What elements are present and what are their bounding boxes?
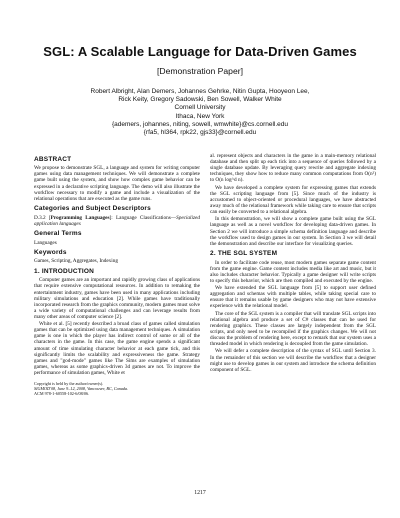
system-paragraph-4: We will defer a complete description of the syntax of SGL until Section 3. In the remainder of this section we will describe the workflow that a designer might use to develop games in our system and introduce the schema definition component of SGL. (210, 348, 376, 373)
sgl-system-heading: 2. THE SGL SYSTEM (210, 250, 278, 258)
copyright-line-3: ACM 978-1-60558-102-6/08/06. (34, 391, 90, 397)
authors-line-1: Robert Albright, Alan Demers, Johannes Gehrke, Nitin Gupta, Hooyeon Lee, (90, 88, 310, 95)
categories-heading: Categories and Subject Descriptors (34, 205, 151, 213)
authors-line-2: Rick Keity, Gregory Sadowski, Ben Sowell, Walker White (118, 96, 282, 104)
system-paragraph-1: In order to facilitate code reuse, most modern games separate game content from the game engine. Game content includes media like art and music, but it also includes character behavior. Typically a game designer will write scripts to specify this behavior, which are then compiled and executed by the engine. (210, 259, 376, 284)
location: Ithaca, New York (175, 112, 225, 120)
copyright-line-1: Copyright is held by the author/owner(s). (34, 381, 104, 387)
paper-subtitle: [Demonstration Paper] (157, 66, 243, 76)
categories-code: D.3.2 [ (34, 214, 51, 221)
intro-paragraph-1: Computer games are an important and rapidly growing class of applications that require extensive computational resources. In addition to remaking the entertainment industry, games have been used in many applications including military simulations and education [2]. While games have traditionally incorporated research from the graphics community, modern games must solve a wide variety of computational challenges and can leverage results from many other areas of computer science [2]. (34, 277, 200, 320)
right-column (210, 153, 376, 374)
emails-line-2: {rfa5, hl364, rpk22, gjs33}@cornell.edu (143, 129, 257, 137)
affiliation: Cornell University (174, 104, 226, 112)
categories-text (34, 215, 200, 227)
emails-line-1: {ademers, johannes, niting, sowell, wmwhite}@cs.cornell.edu (111, 120, 289, 128)
categories-italic: Specialized application languages (34, 214, 200, 227)
categories-bold: Programming Languages (50, 214, 110, 221)
terms-heading: General Terms (34, 230, 82, 238)
copyright-line-2: SIGMOD'08, June 9–12, 2008, Vancouver, BC, Canada. (34, 386, 129, 392)
abstract-heading: ABSTRACT (34, 156, 72, 163)
categories-rest: ]: Language Classifications— (109, 214, 177, 221)
introduction-heading: 1. INTRODUCTION (34, 268, 95, 276)
system-paragraph-2: We have extended the SGL language from [5] to support user defined aggregation and schemas with multiple tables, while taking special care to ensure that it remains usable by game designers who may not have extensive experience with the relational model. (210, 285, 376, 310)
abstract-text: We propose to demonstrate SGL, a language and system for writing computer games using data management techniques. We will demonstrate a complete game built using the system, and show how complex game behavior can be expressed in a declarative scripting language. The demo will also illustrate the workflow necessary to modify a game and include a visualization of the relational operations that are executed as the game runs. (34, 165, 200, 202)
intro-paragraph-2: White et al. [5] recently described a broad class of games called simulation games that can be optimized using data management techniques. A simulation game is one in which the player has indirect control of some or all of the characters in the game. In this case, the game engine spends a significant amount of time simulating character behavior at each game tick, and this significantly limits the scalability and expressiveness the game. Strategy games and "god-mode" games like The Sims are examples of simulation games, whereas as some graphics-driven 3d games are not. To improve the performance of simulation games, White et (34, 321, 200, 376)
right-paragraph-1: al. represent objects and characters in the game in a main-memory relational database and then split up each tick into a sequence of queries followed by a single database update. By leveraging query rewrite and aggregate indexing techniques, they show how to reduce many common computations from O(n²) to O(n log^d n). (210, 153, 376, 184)
keywords-text: Games, Scripting, Aggregates, Indexing (34, 258, 118, 265)
copyright-notice (34, 381, 200, 397)
system-paragraph-3: The core of the SGL system is a compiler that will translate SGL scripts into relational algebra and produce a set of C# classes that can be used for rendering graphics. These classes are largely independent from the SGL scripts, and only need to be recompiled if the graphics changes. We will not discuss the problem of rendering here, except to remark that our system uses a threaded model in which rendering is decoupled from the game simulation. (210, 310, 376, 348)
paper-title: SGL: A Scalable Language for Data-Driven Games (43, 44, 357, 59)
page-number: 1217 (194, 490, 206, 496)
right-paragraph-3: In this demonstration, we will show a complete game built using the SGL language as well as a novel workflow for developing data-driven games. In Section 2 we will introduce a simple schema definition language and describe the workflow used to design games in our system. In Section 3 we will detail the demonstration and describe our interface for visualizing queries. (210, 216, 376, 247)
keywords-heading: Keywords (34, 249, 67, 257)
author-block (0, 88, 400, 137)
terms-text: Languages (34, 239, 57, 246)
left-column (34, 157, 200, 397)
right-paragraph-2: We have developed a complete system for expressing games that extends the SGL scripting language from [5]. Since much of the industry is accustomed to object-oriented or procedural languages, we have abstracted away much of the relational framework while taking care to ensure that scripts can easily be converted to a relational algebra. (210, 184, 376, 216)
